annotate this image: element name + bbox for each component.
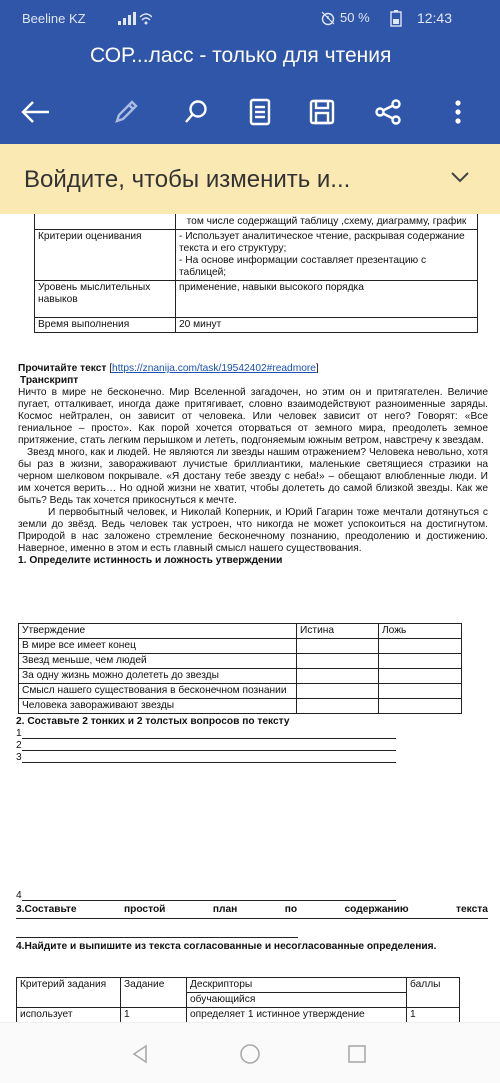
table-cell [35,214,176,230]
table-row: использует 1 определяет 1 истинное утверждение 1 [17,1008,460,1023]
table-row: За одну жизнь можно долететь до звезды [19,669,462,684]
column-header: Ложь [379,624,462,639]
task1-heading: 1. Определите истинность и ложность утверждении [18,555,283,566]
save-icon[interactable] [302,92,342,132]
truth-table [18,623,462,714]
chevron-down-icon[interactable] [450,170,470,188]
sign-in-text: Войдите, чтобы изменить и... [24,166,351,193]
task3-heading: 3.Составьте простой план по содержанию текста [16,904,488,915]
back-arrow-icon[interactable] [16,92,56,132]
table-cell: - Использует аналитическое чтение, раскрывая содержание текста и его структуру; - На основе информации составляет презентацию с таблицей; [176,230,478,281]
document-title: СОР...ласс - только для чтения [90,44,392,67]
paragraph: Ничто в мире не бесконечно. Мир Вселенной загадочен, но этим он и притягателен. Величие пугает, отталкивает, иногда даже притягивает, словно взаимодействуют разноименные заряды. Космос нейтрален, он зависит от человека. Или человек зависит от него? Говорят: «Все гениальное – просто». Как порой хочется оторваться от земного мира, преодолеть земное притяжение, стать легким перышком и лететь, подгоняемым южным ветром, навстречу к звездам. [18,387,488,446]
table-row: Человека завораживают звезды [19,699,462,714]
battery-icon [390,10,402,30]
answer-line[interactable] [22,752,396,763]
table-row: В мире все имеет конец [19,639,462,654]
reading-link[interactable]: https://znanija.com/task/19542402#readmore [112,363,316,374]
search-icon[interactable] [176,92,216,132]
more-icon[interactable] [438,92,478,132]
task2-line4: 4 [16,890,396,902]
info-table [34,214,478,333]
table-row: Звезд меньше, чем людей [19,654,462,669]
clock: 12:43 [416,10,452,26]
sign-in-banner[interactable] [0,144,500,214]
back-triangle-icon[interactable] [125,1039,155,1069]
carrier-name: Beeline KZ [22,11,86,26]
title-bar [0,36,500,80]
table-row: Смысл нашего существования в бесконечном познании [19,684,462,699]
reading-prompt: Прочитайте текст [18,363,107,374]
task4-heading: 4.Найдите и выпишите из текста согласованные и несогласованные определения. [16,941,437,952]
column-header: Критерий задания [17,978,121,1008]
table-cell: том числе содержащий таблицу ,схему, диаграмму, график [176,214,478,230]
signal-icon [118,11,152,28]
answer-line[interactable] [16,937,298,938]
paragraph: Звезд много, как и людей. Не являются ли звезды нашим отражением? Человека невольно, хотя бы раз в жизни, завораживают лучистые бриллиантики, маленькие светящиеся стразики на черном шелковом покрывале. «Я достану тебе звезду с неба!» – обещают влюбленные люди. И им хочется верить… Но одной жизни не хватит, чтобы долететь до самой близкой звезды. Как же быть? Ведь так хочется прикоснуться к мечте. [18,447,488,506]
navigation-bar [0,1022,500,1083]
reading-section: Прочитайте текст [https://znanija.com/task/19542402#readmore] Транскрипт Ничто в мире не бесконечно. Мир Вселенной загадочен, но этим он и притягателен. Величие пугает, отталкивает, иногда даже притягивает, словно взаимодействуют разноименные заряды. Космос нейтрален, он зависит от человека. Или человек зависит от него? Говорят: «Все гениальное – просто». Как порой хочется оторваться от земного мира, преодолеть земное притяжение, стать легким перышком и лететь, подгоняемым южным ветром, навстречу к звездам. Звезд много, как и людей. Не являются ли звезды нашим отражением? Человека невольно, хотя бы раз в жизни, завораживают лучистые бриллиантики, маленькие светящиеся стразики на черном шелковом покрывале. «Я достану тебе звезду с неба!» – обещают влюбленные люди. И им хочется верить… Но одной жизни не хватит, чтобы долететь до самой близкой звезды. Как же быть? Ведь так хочется прикоснуться к мечте. И первобытный человек, и Николай Коперник, и Юрий Гагарин тоже мечтали дотянуться с земли до звёзд. Ведь человек так устроен, что никогда не может успокоиться на достигнутом. Природой в нас заложено стремление бесконечному познанию, преодолению и достижению. Наверное, именно в этом и есть главный смысл нашего существования. 1. Определите истинность и ложность утверждении [18,363,488,566]
table-cell: 20 минут [176,318,478,333]
share-icon[interactable] [368,92,408,132]
table-cell: применение, навыки высокого порядка [176,281,478,318]
toolbar [0,80,500,144]
pen-icon[interactable] [106,92,146,132]
task2-section: 2. Составьте 2 тонких и 2 толстых вопросов по тексту 1 2 3 [16,716,396,764]
reading-heading: Транскрипт [20,375,79,386]
column-header: Задание [121,978,187,1008]
column-header: Утверждение [19,624,297,639]
document-icon[interactable] [240,92,280,132]
table-label: Время выполнения [35,318,176,333]
rubric-table [16,977,460,1022]
document-page [0,214,500,1022]
sub-header: обучающийся [187,993,407,1008]
recents-square-icon[interactable] [342,1039,372,1069]
alarm-icon [320,10,336,29]
column-header: Истина [297,624,379,639]
status-bar [0,0,500,36]
answer-line[interactable] [22,728,396,739]
table-label: Критерии оценивания [35,230,176,281]
column-header: Дескрипторы [187,978,407,993]
home-circle-icon[interactable] [235,1039,265,1069]
answer-line[interactable] [22,890,396,901]
task2-heading: 2. Составьте 2 тонких и 2 толстых вопросов по тексту [16,716,290,727]
answer-line[interactable] [16,918,488,919]
battery-level: 50 % [340,10,370,25]
column-header: баллы [407,978,460,1008]
paragraph: И первобытный человек, и Николай Коперник, и Юрий Гагарин тоже мечтали дотянуться с земли до звёзд. Ведь человек так устроен, что никогда не может успокоиться на достигнутом. Природой в нас заложено стремление бесконечному познанию, преодолению и достижению. Наверное, именно в этом и есть главный смысл нашего существования. [18,507,488,554]
answer-line[interactable] [22,740,396,751]
table-label: Уровень мыслительных навыков [35,281,176,318]
